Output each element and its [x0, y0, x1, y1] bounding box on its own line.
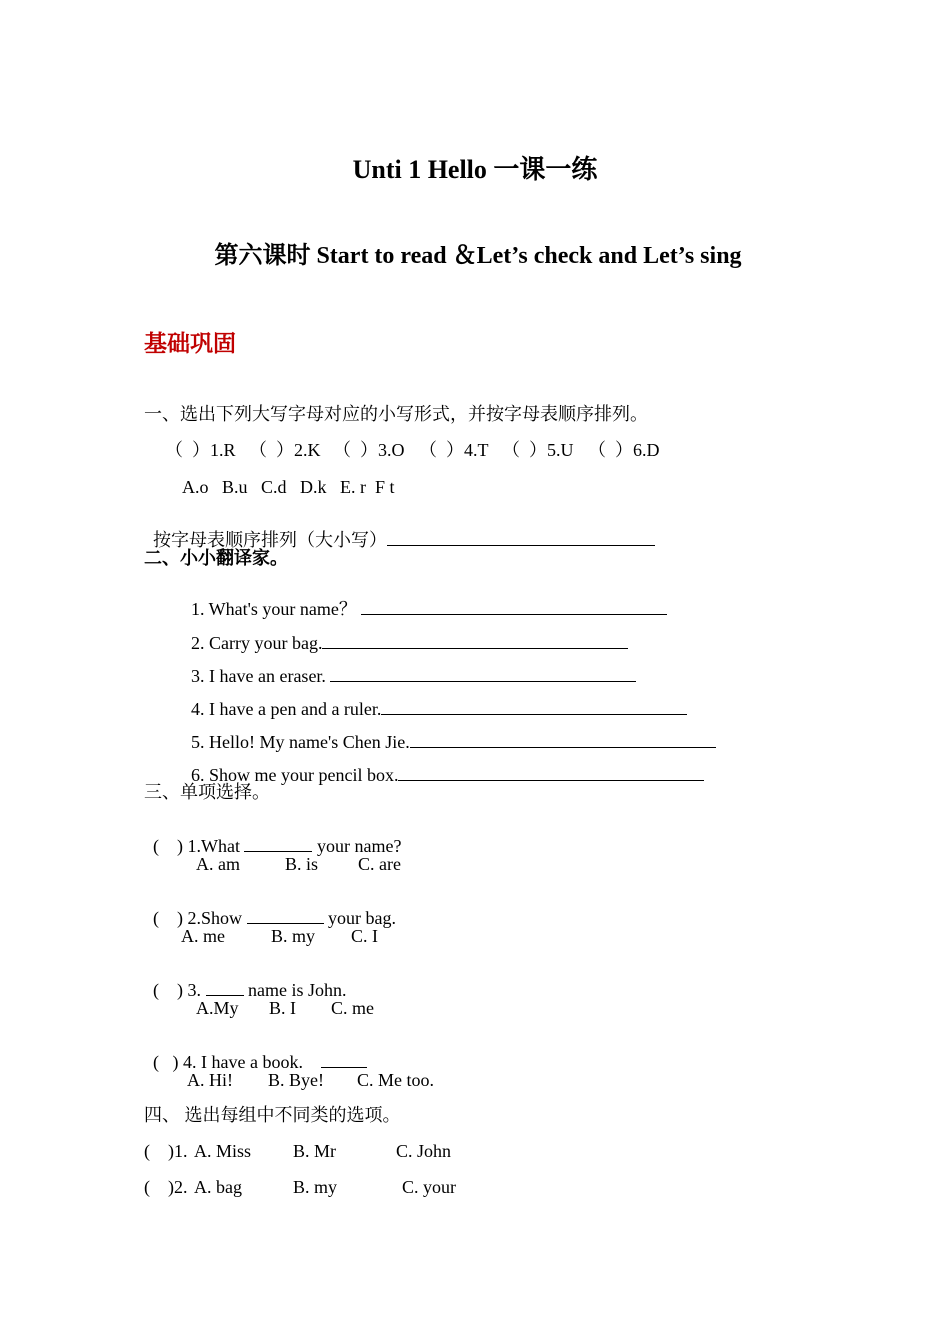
option[interactable]: A. me: [181, 926, 225, 946]
translation-item: 3. I have an eraser.: [191, 666, 326, 686]
part1-item: （ ）6.D: [588, 440, 660, 460]
translation-blank[interactable]: [330, 667, 636, 682]
question-blank[interactable]: [247, 909, 324, 924]
translation-blank[interactable]: [322, 634, 628, 649]
translation-item: 2. Carry your bag.: [191, 633, 323, 653]
question-blank[interactable]: [206, 981, 244, 996]
question-stem: ( ) 2.Show: [153, 908, 247, 928]
part1-instruction: 一、选出下列大写字母对应的小写形式，并按字母表顺序排列。: [144, 404, 648, 424]
part1-item: （ ）3.O: [333, 440, 405, 460]
translation-blank[interactable]: [381, 700, 687, 715]
part1-item: （ ）4.T: [419, 440, 489, 460]
option[interactable]: B. is: [285, 854, 319, 874]
option[interactable]: B. Mr: [293, 1141, 337, 1161]
option[interactable]: A. am: [196, 854, 240, 874]
option[interactable]: C. John: [396, 1141, 452, 1161]
option[interactable]: B. my: [293, 1177, 338, 1197]
option[interactable]: A. bag: [194, 1177, 242, 1197]
question-stem-end: your bag.: [323, 908, 396, 928]
option[interactable]: A.My: [196, 998, 239, 1018]
part2-instruction: 二、小小翻译家。: [144, 548, 288, 568]
part1-options: A.o B.u C.d D.k E. r F t: [182, 477, 395, 497]
section-heading: 基础巩固: [144, 331, 236, 356]
translation-item: 1. What's your name？: [191, 599, 357, 619]
option[interactable]: C. me: [331, 998, 374, 1018]
option[interactable]: A. Miss: [194, 1141, 252, 1161]
option[interactable]: C. are: [358, 854, 401, 874]
question-prefix: ( )2.: [144, 1177, 188, 1197]
part1-item: （ ）5.U: [502, 440, 574, 460]
option[interactable]: B. Bye!: [268, 1070, 324, 1090]
question-blank[interactable]: [244, 837, 312, 852]
page-title: Unti 1 Hello 一课一练: [352, 155, 598, 184]
question-blank[interactable]: [321, 1053, 367, 1068]
part4-instruction: 四、 选出每组中不同类的选项。: [144, 1105, 401, 1125]
order-answer-blank[interactable]: [387, 531, 655, 546]
translation-item: 5. Hello! My name's Chen Jie.: [191, 732, 410, 752]
translation-blank[interactable]: [398, 766, 704, 781]
part1-item: （ ）2.K: [249, 440, 321, 460]
option[interactable]: B. I: [269, 998, 296, 1018]
translation-blank[interactable]: [410, 733, 716, 748]
question-stem: ( ) 4. I have a book.: [153, 1052, 321, 1072]
order-prompt: 按字母表顺序排列（大小写）: [153, 530, 387, 550]
question-stem: ( ) 1.What: [153, 836, 245, 856]
question-prefix: ( )1.: [144, 1141, 188, 1161]
question-stem: ( ) 3.: [153, 980, 206, 1000]
option[interactable]: A. Hi!: [187, 1070, 233, 1090]
question-stem-end: your name?: [312, 836, 402, 856]
translation-item: 6. Show me your pencil box.: [191, 765, 399, 785]
part1-item: （ ）1.R: [165, 440, 236, 460]
option[interactable]: C. Me too.: [357, 1070, 435, 1090]
question-stem-end: name is John.: [243, 980, 347, 1000]
translation-blank[interactable]: [361, 600, 667, 615]
option[interactable]: C. I: [351, 926, 378, 946]
translation-item: 4. I have a pen and a ruler.: [191, 699, 382, 719]
option[interactable]: C. your: [402, 1177, 456, 1197]
lesson-subtitle: 第六课时 Start to read ＆Let’s check and Let’s sing: [214, 243, 742, 269]
option[interactable]: B. my: [271, 926, 316, 946]
part3-instruction: 三、单项选择。: [144, 782, 270, 802]
